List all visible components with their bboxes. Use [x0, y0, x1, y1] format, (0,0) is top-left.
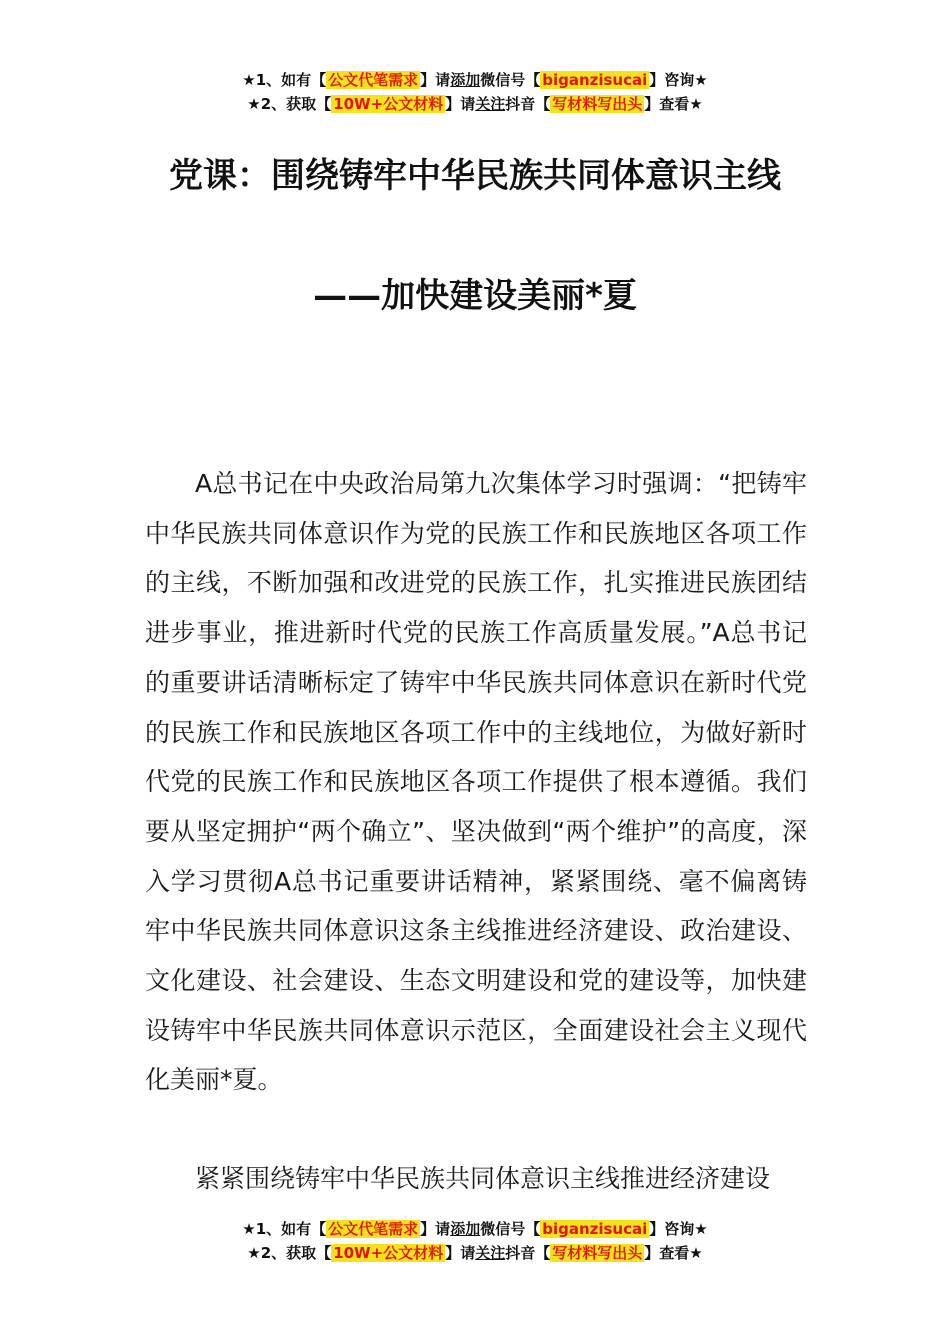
promo-line-1-underlined: 添加	[450, 71, 481, 89]
promo-line-2-mid-2: 抖音【	[505, 95, 551, 113]
footer-promo-line-1	[0, 1217, 950, 1241]
footer-line-2-mid-1: 】请	[445, 1244, 476, 1262]
footer-line-2-suffix: 】查看★	[644, 1244, 703, 1262]
promo-line-2-highlight-2: 写材料写出头	[552, 95, 643, 113]
footer-line-2-mid-2: 抖音【	[505, 1244, 551, 1262]
footer-line-2-prefix: ★2、获取【	[247, 1244, 332, 1262]
promo-line-1-highlight-1: 公文代笔需求	[328, 71, 419, 89]
promo-line-1-suffix: 】咨询★	[649, 71, 708, 89]
footer-line-1-highlight-1: 公文代笔需求	[328, 1220, 419, 1238]
promo-line-1-highlight-2: biganzisucai	[542, 71, 648, 89]
footer-line-2-underlined: 关注	[475, 1244, 506, 1262]
promo-line-1-mid-2: 微信号【	[480, 71, 541, 89]
footer-line-2-highlight-2: 写材料写出头	[552, 1244, 643, 1262]
footer-line-1-mid-1: 】请	[420, 1220, 451, 1238]
footer-line-1-mid-2: 微信号【	[480, 1220, 541, 1238]
promo-line-2-suffix: 】查看★	[644, 95, 703, 113]
document-title: 党课：围绕铸牢中华民族共同体意识主线	[169, 156, 781, 196]
promo-line-2-highlight-1: 10W+公文材料	[333, 95, 444, 113]
footer-line-1-underlined: 添加	[450, 1220, 481, 1238]
footer-line-1-suffix: 】咨询★	[649, 1220, 708, 1238]
promo-line-1-mid-1: 】请	[420, 71, 451, 89]
promo-line-1-prefix: ★1、如有【	[242, 71, 327, 89]
body-paragraph-1: A总书记在中央政治局第九次集体学习时强调：“把铸牢中华民族共同体意识作为党的民族工作和民族地区各项工作的主线，不断加强和改进党的民族工作，扎实推进民族团结进步事业，推进新时代党的民族工作高质量发展。”A总书记的重要讲话清晰标定了铸牢中华民族共同体意识在新时代党的民族工作和民族地区各项工作中的主线地位，为做好新时代党的民族工作和民族地区各项工作提供了根本遵循。我们要从坚定拥护“两个确立”、坚决做到“两个维护”的高度，深入学习贯彻A总书记重要讲话精神，紧紧围绕、毫不偏离铸牢中华民族共同体意识这条主线推进经济建设、政治建设、文化建设、社会建设、生态文明建设和党的建设等，加快建设铸牢中华民族共同体意识示范区，全面建设社会主义现代化美丽*夏。	[145, 469, 807, 1095]
footer-line-1-highlight-2: biganzisucai	[542, 1220, 648, 1238]
footer-line-2-highlight-1: 10W+公文材料	[333, 1244, 444, 1262]
promo-line-2	[0, 92, 950, 116]
footer-line-1-prefix: ★1、如有【	[242, 1220, 327, 1238]
promo-line-2-mid-1: 】请	[445, 95, 476, 113]
footer-promo-banner	[0, 1217, 950, 1265]
header-promo-banner	[0, 68, 950, 116]
promo-line-1	[0, 68, 950, 92]
document-subtitle: ——加快建设美丽*夏	[313, 276, 637, 316]
promo-line-2-underlined: 关注	[475, 95, 506, 113]
promo-line-2-prefix: ★2、获取【	[247, 95, 332, 113]
body-paragraph-2: 紧紧围绕铸牢中华民族共同体意识主线推进经济建设	[195, 1164, 771, 1193]
footer-promo-line-2	[0, 1241, 950, 1265]
